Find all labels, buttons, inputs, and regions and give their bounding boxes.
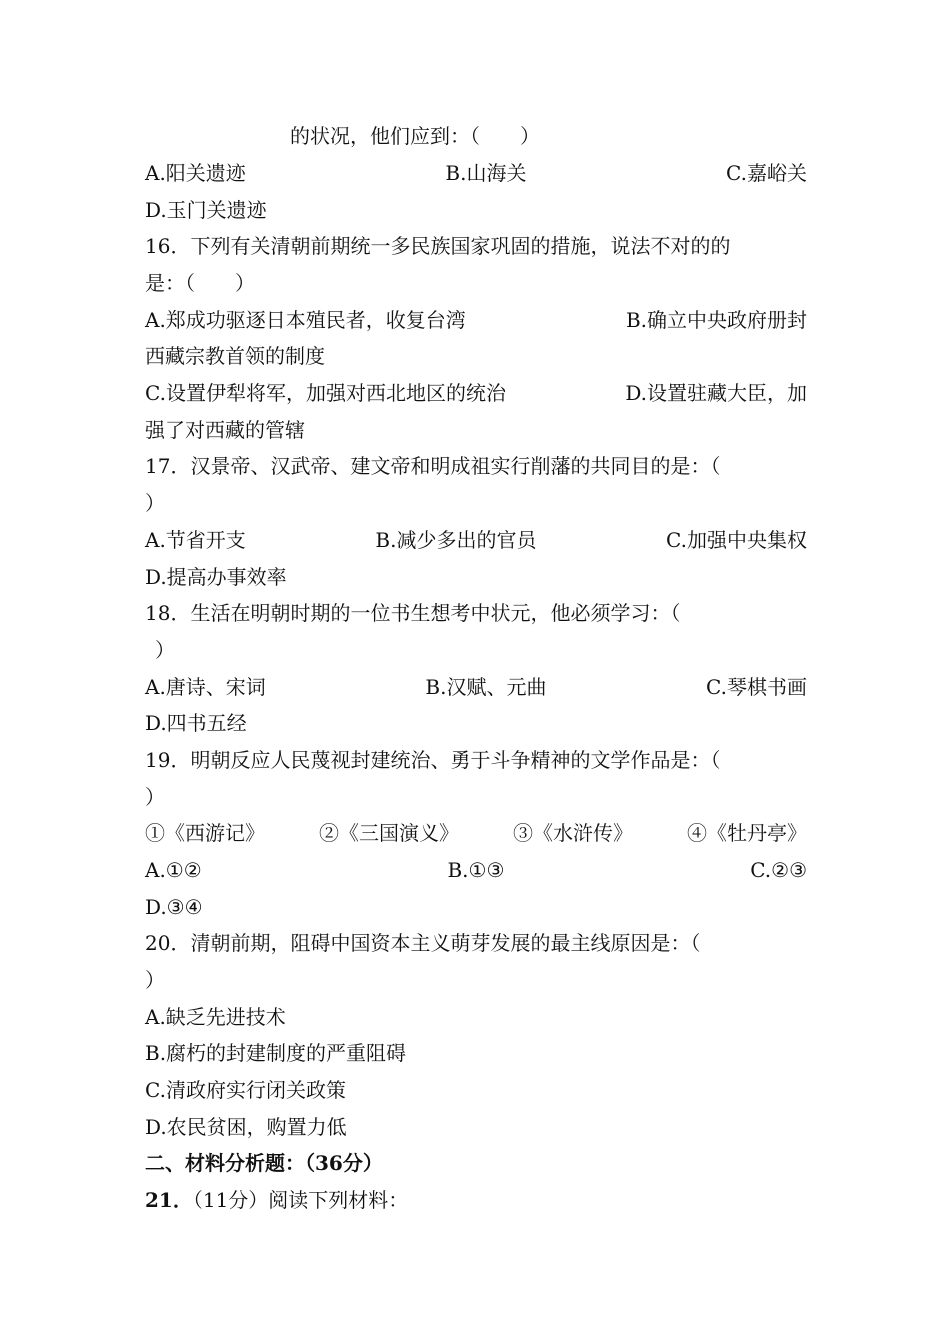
q16-stem: 16．下列有关清朝前期统一多民族国家巩固的措施，说法不对的的 [145, 234, 731, 258]
q15-stem: 的状况，他们应到：（ ） [290, 124, 540, 148]
q15-option-c: C.嘉峪关 [726, 161, 807, 185]
section-2-title: 二、材料分析题：（36分） [145, 1151, 383, 1175]
q17-option-a: A.节省开支 [145, 528, 246, 552]
q17-option-b: B.减少多出的官员 [375, 528, 537, 552]
q20-option-a: A.缺乏先进技术 [145, 1005, 286, 1029]
q19-work-3: ③《水浒传》 [513, 821, 633, 845]
q20-option-b: B.腐朽的封建制度的严重阻碍 [145, 1041, 407, 1065]
q16-option-b: B.确立中央政府册封 [625, 308, 807, 332]
q19-options-row [145, 852, 807, 888]
q20-stem: 20．清朝前期，阻碍中国资本主义萌芽发展的最主线原因是：（ [145, 931, 701, 955]
q19-stem-cont: ） [145, 785, 165, 809]
q20-option-d: D.农民贫困，购置力低 [145, 1115, 347, 1139]
q16-options-row-1 [145, 302, 807, 338]
q21-number: 21． [145, 1188, 193, 1212]
q18-options-row [145, 669, 807, 705]
q16-option-c: C.设置伊犁将军，加强对西北地区的统治 [145, 381, 506, 405]
q17-option-d: D.提高办事效率 [145, 565, 287, 589]
q19-option-d: D.③④ [145, 895, 203, 919]
q18-option-c: C.琴棋书画 [706, 675, 807, 699]
q18-stem: 18．生活在明朝时期的一位书生想考中状元，他必须学习：（ [145, 601, 681, 625]
q18-option-a: A.唐诗、宋词 [145, 675, 266, 699]
q16-option-a: A.郑成功驱逐日本殖民者，收复台湾 [145, 308, 466, 332]
q17-stem-cont: ） [145, 491, 165, 515]
q19-work-1: ①《西游记》 [145, 821, 265, 845]
q21-line [145, 1182, 807, 1218]
q19-option-a: A.①② [145, 858, 202, 882]
q15-option-b: B.山海关 [445, 161, 527, 185]
q16-option-d: D.设置驻藏大臣，加 [625, 381, 807, 405]
q19-option-c: C.②③ [750, 858, 807, 882]
q17-option-c: C.加强中央集权 [666, 528, 807, 552]
q18-stem-cont: ） [155, 638, 175, 662]
q19-stem: 19．明朝反应人民蔑视封建统治、勇于斗争精神的文学作品是：（ [145, 748, 721, 772]
q16-option-b-cont: 西藏宗教首领的制度 [145, 344, 325, 368]
q17-stem: 17．汉景帝、汉武帝、建文帝和明成祖实行削藩的共同目的是：（ [145, 454, 721, 478]
q15-option-d: D.玉门关遗迹 [145, 198, 267, 222]
q19-works-row [145, 815, 807, 851]
q19-work-4: ④《牡丹亭》 [687, 821, 807, 845]
q19-option-b: B.①③ [447, 858, 505, 882]
q18-option-b: B.汉赋、元曲 [425, 675, 547, 699]
q18-option-d: D.四书五经 [145, 711, 247, 735]
q17-options-row [145, 522, 807, 558]
q15-options-row [145, 155, 807, 191]
q15-option-a: A.阳关遗迹 [145, 161, 246, 185]
q21-stem: （11分）阅读下列材料： [192, 1188, 409, 1212]
q20-stem-cont: ） [145, 968, 165, 992]
q19-work-2: ②《三国演义》 [319, 821, 459, 845]
q20-option-c: C.清政府实行闭关政策 [145, 1078, 346, 1102]
q16-option-d-cont: 强了对西藏的管辖 [145, 418, 305, 442]
q16-stem-cont: 是：（ ） [145, 271, 255, 295]
q16-options-row-2 [145, 375, 807, 411]
